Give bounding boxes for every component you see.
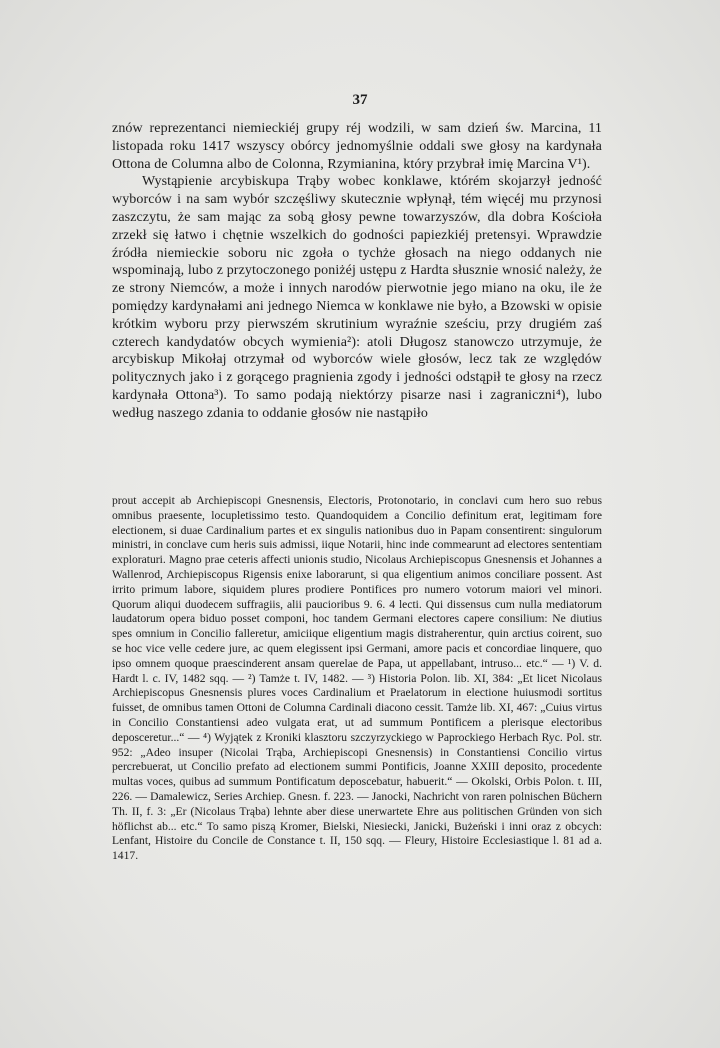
paragraph: znów reprezentanci niemieckiéj grupy réj wodzili, w sam dzień św. Marcina, 11 listopada roku 1417 wszyscy obórcy jednomyślnie oddali swe głosy na kardynała Ottona de Columna albo de Colonna, Rzymianina, który przybrał imię Marcina V¹). — [112, 121, 602, 172]
footnotes — [112, 494, 602, 864]
paragraph: Wystąpienie arcybiskupa Trąby wobec konklawe, którém skojarzył jedność wyborców i na sam wybór szczęśliwy skutecznie wpłynął, tém więcéj mu przynosi zaszczytu, że sam mając za sobą głosy pewne towarzyszów, dla dobra Kościoła zrzekł się łatwo i chętnie wszelkich do godności papiezkiéj pretensyi. Wprawdzie źródła niemieckie soboru nic zgoła o tychże głosach na niego oddanych nie wspominają, lubo z przytoczonego poniżéj ustępu z Hardta słusznie wnosić należy, że ze strony Niemców, a może i innych narodów pierwotnie jego miano na oku, ile że pomiędzy kardynałami ani jednego Niemca w konklawe nie było, a Bzowski w opisie krótkim wyboru przy pierwszém skrutinium wyraźnie sześciu, przy drugiém zaś czterech kandydatów obcych wymienia²): atoli Długosz stanowczo utrzymuje, że arcybiskup Mikołaj otrzymał od wyborców wiele głosów, lecz tak ze względów politycznych jako i z gorącego pragnienia zgody i jedności odstąpił te głosy na rzecz kardynała Ottona³). To samo podają niektórzy pisarze nasi i zagraniczni⁴), lubo według naszego zdania to oddanie głosów nie nastąpiło — [112, 174, 602, 421]
page-number: 37 — [352, 92, 368, 108]
footnote-text: prout accepit ab Archiepiscopi Gnesnensis, Electoris, Protonotario, in conclavi cum hero suo rebus omnibus praesente, locupletissimo testo. Quandoquidem a Concilio definitum erat, legitimam fore electionem, si duae Cardinalium partes et ex singulis nationibus duo in Papam consentirent: singulorum ministri, in conclave cum heris suis admissi, iique Notarii, hinc inde commearunt ad electores sententiam exploraturi. Magno prae ceteris affecti unionis studio, Nicolaus Archiepiscopus Gnesnensis et Johannes a Wallenrod, Archiepiscopus Rigensis enixe laborarunt, si qua eligentium animos conciliare possent. Ast irrito primum labore, siquidem plures prodiere Pontifices pro numero votorum maiori vel minori. Quorum aliqui duodecem suffragiis, alii paucioribus 9. 6. 4 lecti. Qui dissensus cum nulla mediatorum laudatorum opera biduo posset componi, hoc tandem Germani electores capere consilium: Ne diutius spes omnium in Concilio falleretur, amiciique eligentium magis distraherentur, quin arctius coirent, suo se hoc vice velle cedere jure, ac quem elegissent ipsi Germani, amore pacis et concordiae linquere, quo ipso omnem quoque praescinderent ansam querelae de Papa, ut appellabant, intruso... etc.“ — ¹) V. d. Hardt l. c. IV, 1482 sqq. — ²) Tamże t. IV, 1482. — ³) Historia Polon. lib. XI, 384: „Et licet Nicolaus Archiepiscopus Gnesnensis plures voces Cardinalium et Praelatorum in electione huiusmodi sortitus fuisset, de omnibus tamen Ottoni de Columna Cardinali diacono cessit. Tamże lib. XI, 467: „Cuius virtus in Concilio Constantiensi adeo vulgata erat, ut ad summum Pontificem a plerisque electoribus deposceretur...“ — ⁴) Wyjątek z Kroniki klasztoru szczyrzyckiego w Paprockiego Herbach Ryc. Pol. str. 952: „Adeo insuper (Nicolai Trąba, Archiepiscopi Gnesnensis) in Constantiensi Concilio virtus percrebuerat, ut Concilio prefato ad electionem summi Pontificis, Joanne XXIII deposito, procedente multas voces, quibus ad summum Pontificatum deposcebatur, habuerit.“ — Okolski, Orbis Polon. t. III, 226. — Damalewicz, Series Archiep. Gnesn. f. 223. — Janocki, Nachricht von raren polnischen Büchern Th. II, f. 3: „Er (Nicolaus Trąba) lehnte aber diese unerwartete Ehre aus politischen Gründen von sich höflichst ab... etc.“ To samo piszą Kromer, Bielski, Niesiecki, Janicki, Bużeński i inni oraz z obcych: Lenfant, Histoire du Concile de Constance t. II, 150 sqq. — Fleury, Histoire Ecclesiastique l. 81 ad a. 1417. — [112, 494, 602, 863]
main-text — [112, 120, 602, 423]
